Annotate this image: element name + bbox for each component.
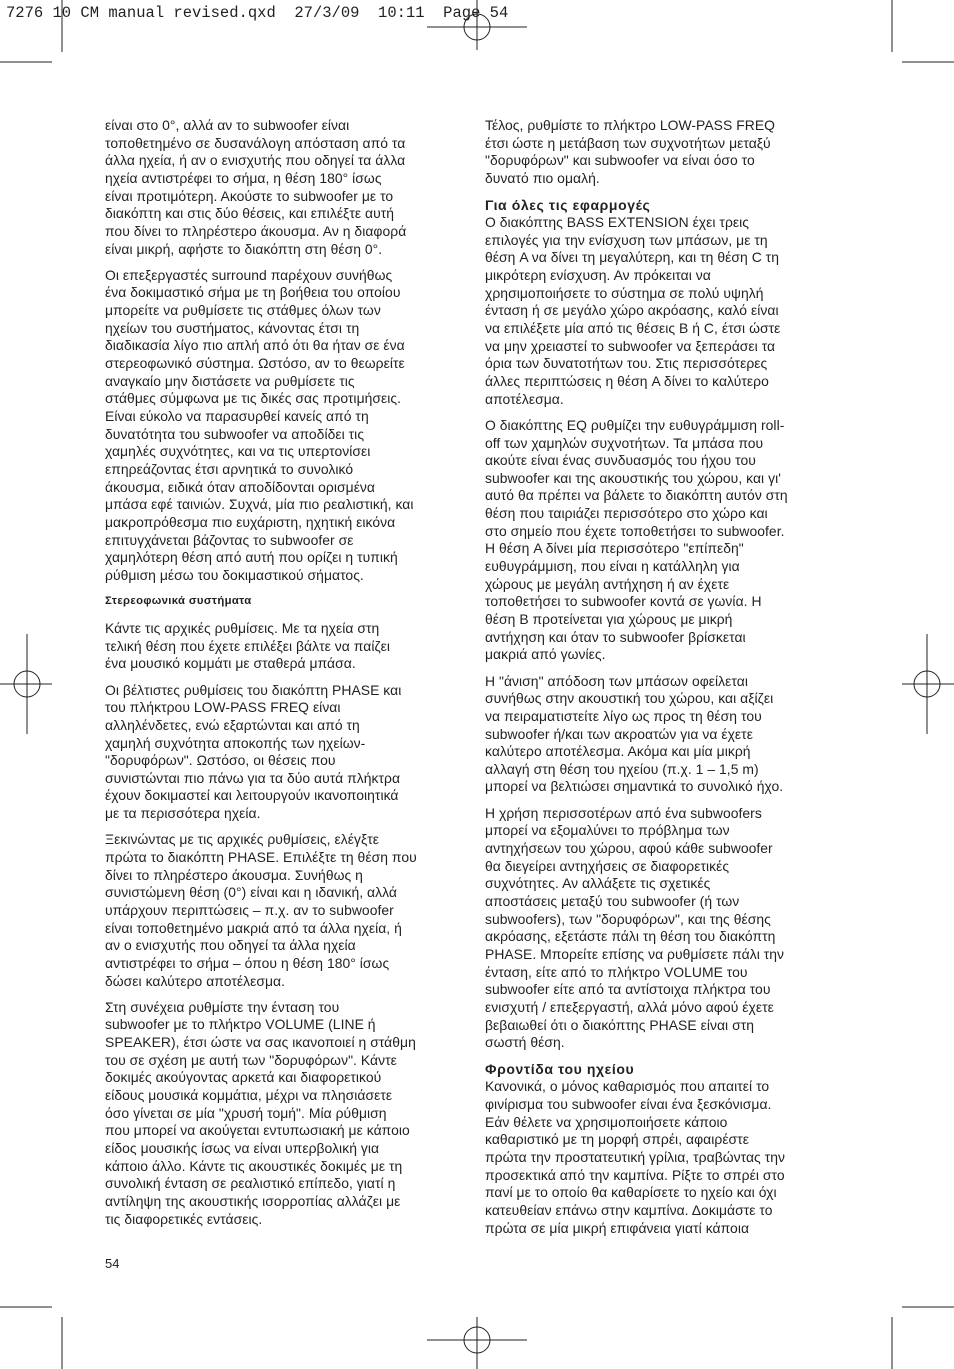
body-paragraph — [105, 267, 471, 585]
text-line: συνιστώνται πιο πάνω για τα δύο αυτά πλήκτρα — [105, 769, 401, 786]
text-line: προσεκτικά από την καμπίνα. Ρίξτε το σπρέι στο — [485, 1166, 785, 1183]
text-line: συνήθως στην ακουστική του χώρου, και αξίζει — [485, 690, 774, 707]
text-line: ένταση ή σε μεγάλο χώρο ακρόασης, καλό είναι — [485, 302, 779, 319]
text-line: να μην χρειαστεί το subwoofer να ξεπεράσει τα — [485, 337, 776, 354]
text-line: να επιλέξετε μία από τις θέσεις B ή C, έτσι ώστε — [485, 320, 781, 337]
text-line: ένταση, είτε από το πλήκτρο VOLUME του — [485, 963, 748, 980]
text-line: ευθυγράμμιση, που είναι η κατάλληλη για — [485, 558, 740, 575]
text-line: θέση που ταιριάζει περισσότερο στο χώρο και — [485, 505, 768, 522]
text-line: δυνατό πιο ομαλή. — [485, 169, 600, 186]
text-line: μπάσα εφέ ταινιών. Συχνά, μία πιο ρεαλιστική, και — [105, 496, 414, 513]
text-line: Κάντε τις αρχικές ρυθμίσεις. Με τα ηχεία στη — [105, 620, 380, 637]
body-paragraph — [105, 117, 471, 258]
text-line: Στη συνέχεια ρυθμίστε την ένταση του — [105, 998, 340, 1015]
text-line: μακροπρόθεσμα πιο ευχάριστη, ηχητική εικόνα — [105, 513, 396, 530]
body-paragraph — [485, 417, 851, 664]
text-line: καθαριστικό με τη μορφή σπρέι, αφαιρέστε — [485, 1131, 749, 1148]
text-line: μακριά από γωνίες. — [485, 646, 606, 663]
text-line: μπορεί να εξομαλύνει το πρόβλημα των — [485, 822, 730, 839]
text-line: δίνει το πληρέστερο άκουσμα. Συνήθως η — [105, 866, 363, 883]
text-line: πρώτα το διακόπτη PHASE. Επιλέξτε τη θέση που — [105, 848, 417, 865]
text-line: μπορείτε να ρυθμίσετε τις στάθμες όλων των — [105, 302, 381, 319]
section-heading: Φροντίδα του ηχείου — [485, 1061, 635, 1078]
text-line: χαμηλές συχνότητες, και να τις υπερτονίσει — [105, 443, 371, 460]
file-slug-line: 7276 10 CM manual revised.qxd 27/3/09 10:11 Page 54 — [6, 4, 509, 22]
text-line: να πειραματιστείτε λίγο ως προς τη θέση του — [485, 707, 762, 724]
text-line: σωστή θέση. — [485, 1034, 565, 1051]
text-line: είδος μουσικής ίσως να είναι υπερβολική για — [105, 1139, 380, 1156]
text-line: κάποιο άλλο. Κάντε τις ακουστικές δοκιμές με τη — [105, 1157, 403, 1174]
text-line: ένα δοκιμαστικό σήμα με τη βοήθεια του οποίου — [105, 284, 401, 301]
text-line: χαμηλή συχνότητα αποκοπής των ηχείων- — [105, 734, 366, 751]
text-line: φινίρισμα του subwoofer είναι ένα ξεσκόνισμα. — [485, 1095, 772, 1112]
text-line: υπάρχουν περιπτώσεις – π.χ. αν το subwoofer — [105, 901, 394, 918]
text-line: off των χαμηλών συχνοτήτων. Τα μπάσα που — [485, 434, 764, 451]
text-line: έτσι ώστε η μετάβαση των συχνοτήτων μεταξύ — [485, 134, 771, 151]
text-line: ηχείων του συστήματος, κάνοντας έτσι τη — [105, 319, 360, 336]
text-line: που δίνει το πληρέστερο άκουσμα. Αν η διαφορά — [105, 222, 407, 239]
text-line: SPEAKER), έτσι ώστε να σας ικανοποιεί η στάθμη — [105, 1034, 416, 1050]
text-line: όρια των δυνατοτήτων του. Στις περισσότερες — [485, 355, 768, 372]
crop-mark-bottom-left — [0, 1307, 62, 1369]
text-line: Οι βέλτιστες ρυθμίσεις του διακόπτη PHASE και — [105, 681, 402, 698]
text-line: πρώτα την προστατευτική γρίλια, τραβώντας την — [485, 1148, 786, 1165]
text-line: κατευθείαν επάνω στην καμπίνα. Δοκιμάστε το — [485, 1201, 773, 1218]
text-line: χαμηλότερη θέση από αυτή που ορίζει η τυπική — [105, 549, 398, 566]
text-line: που μπορεί να ακούγεται εντυπωσιακή με κάποιο — [105, 1122, 410, 1139]
text-line: ρύθμιση μέσω του δοκιμαστικού σήματος. — [105, 566, 364, 583]
page-number: 54 — [105, 1256, 120, 1271]
registration-mark-left — [0, 634, 52, 734]
text-line: θέση A να δίνει τη μεγαλύτερη, και τη θέση C τη — [485, 249, 779, 266]
text-line: αλληλένδετες, ενώ εξαρτώνται και από τη — [105, 716, 360, 733]
text-line: καλύτερο αποτέλεσμα. Ακόμα και μία μικρή — [485, 743, 751, 760]
text-line: αν ο ενισχυτής που οδηγεί τα άλλα ηχεία — [105, 937, 356, 954]
text-line: με τα περισσότερα ηχεία. — [105, 805, 261, 822]
text-line: Ο διακόπτης BASS EXTENSION έχει τρεις — [485, 214, 750, 231]
text-line: συνιστώμενη θέση (0°) είναι και η ιδανική, αλλά — [105, 884, 397, 901]
text-line: επηρεάζοντας έτσι αρνητικά το συνολικό — [105, 460, 354, 477]
text-line: έχουν δοκιμαστεί και λειτουργούν ικανοποιητικά — [105, 787, 399, 804]
body-paragraph — [105, 620, 471, 673]
text-line: Η χρήση περισσοτέρων από ένα subwoofers — [485, 804, 762, 821]
registration-mark-bottom — [427, 1317, 527, 1369]
text-line: χρησιμοποιήσετε το σύστημα σε πολύ υψηλή — [485, 284, 764, 301]
text-line: ένα μουσικό κομμάτι με σταθερά μπάσα. — [105, 655, 356, 672]
text-line: Η θέση A δίνει μία περισσότερο "επίπεδη" — [485, 540, 744, 557]
text-line: πανί με το οποίο θα καθαρίσετε το ηχείο και όχι — [485, 1184, 777, 1201]
text-line: επιτυγχάνεται βάζοντας το subwoofer σε — [105, 531, 354, 548]
text-line: είναι μικρή, αφήστε το διακόπτη στη θέση 0°. — [105, 240, 383, 257]
text-line: αλλαγή στη θέση του ηχείου (π.χ. 1 – 1,5 m) — [485, 760, 759, 777]
text-line: διακόπτη και στις δύο θέσεις, και επιλέξτε αυτή — [105, 205, 395, 222]
body-paragraph — [485, 673, 851, 797]
body-paragraph — [105, 999, 471, 1229]
text-line: στο σημείο που έχετε τοποθετήσει το subwoofer. — [485, 522, 785, 539]
text-line: θέση B προτείνεται για χώρους με μικρή — [485, 611, 733, 628]
body-paragraph — [485, 1078, 851, 1237]
text-line: άλλες περιπτώσεις η θέση A δίνει το καλύτερο — [485, 373, 769, 390]
text-line: PHASE. Μπορείτε επίσης να ρυθμίσετε πάλι την — [485, 945, 785, 962]
text-line: αντηχήσεων του χώρου, αφού κάθε subwoofer — [485, 839, 773, 856]
left-text-column — [105, 117, 471, 1237]
text-line: όσο γίνεται σε μία "χρυσή τομή". Μία ρύθμιση — [105, 1104, 387, 1121]
text-line: είναι τοποθετημένο μακριά από τα άλλα ηχεία, ή — [105, 919, 402, 936]
text-line: Είναι εύκολο να παρασυρθεί κανείς από τη — [105, 408, 369, 424]
text-line: τοποθετήσει το subwoofer κοντά σε γωνία. Η — [485, 593, 762, 610]
body-paragraph — [485, 214, 851, 408]
body-paragraph — [485, 117, 851, 188]
text-line: είναι στο 0°, αλλά αν το subwoofer είναι — [105, 117, 350, 133]
text-line: πρώτα σε μία μικρή επιφάνεια γιατί κάποια — [485, 1219, 750, 1236]
text-line: "δορυφόρων" και subwoofer να είναι όσο το — [485, 152, 755, 169]
text-line: συνολική ένταση σε ρεαλιστικό επίπεδο, γιατί η — [105, 1175, 396, 1192]
text-line: subwoofer ή/και των ακροατών για να έχετε — [485, 725, 753, 742]
text-line: αποτέλεσμα. — [485, 390, 564, 407]
text-line: μικρότερη ενίσχυση. Αν πρόκειται να — [485, 267, 711, 284]
text-line: τις διαφορετικές εντάσεις. — [105, 1210, 263, 1227]
right-text-column — [485, 117, 851, 1246]
text-line: αναγκαίο μην διστάσετε να ρυθμίσετε τις — [105, 372, 355, 389]
text-line: Τέλος, ρυθμίστε το πλήκτρο LOW-PASS FREQ — [485, 117, 775, 133]
text-line: συχνότητες. Αν αλλάξετε τις σχετικές — [485, 875, 711, 892]
text-line: Κανονικά, ο μόνος καθαρισμός που απαιτεί το — [485, 1078, 770, 1095]
text-line: subwoofer και της ακουστικής του χώρου, και γι' — [485, 469, 781, 486]
text-line: Η "άνιση" απόδοση των μπάσων οφείλεται — [485, 672, 748, 689]
registration-mark-right — [902, 634, 954, 734]
text-line: άκουσμα, ειδικά όταν αποδίδονται ορισμένα — [105, 478, 376, 495]
text-line: subwoofer με το πλήκτρο VOLUME (LINE ή — [105, 1016, 376, 1033]
text-line: Ξεκινώντας με τις αρχικές ρυθμίσεις, ελέγξτε — [105, 831, 379, 848]
text-line: αντιστρέφει το σήμα – όπου η θέση 180° ίσως — [105, 954, 390, 971]
text-line: Οι επεξεργαστές surround παρέχουν συνήθως — [105, 266, 393, 283]
text-line: αποστάσεις μεταξύ του subwoofer (ή των — [485, 892, 740, 909]
text-line: στερεοφωνικό σύστημα. Ωστόσο, αν το θεωρείτε — [105, 355, 405, 372]
text-line: τελική θέση που έχετε επιλέξει βάλτε να παίζει — [105, 637, 391, 654]
body-paragraph — [105, 831, 471, 990]
text-line: είναι προτιμότερη. Ακούστε το subwoofer με το — [105, 187, 394, 204]
text-line: επιλογές για την ενίσχυση των μπάσων, με τη — [485, 231, 768, 248]
text-line: ακρόασης, εξετάστε πάλι τη θέση του διακόπτη — [485, 928, 776, 945]
text-line: του πλήκτρου LOW-PASS FREQ είναι — [105, 699, 341, 716]
text-line: αντήχηση και όταν το subwoofer βρίσκεται — [485, 628, 746, 645]
text-line: είδους μουσικά κομμάτια, μέχρι να πλησιάσετε — [105, 1086, 393, 1103]
crop-mark-bottom-right — [892, 1307, 954, 1369]
text-line: subwoofers), των "δορυφόρων", και της θέσης — [485, 910, 771, 927]
section-heading: Για όλες τις εφαρμογές — [485, 197, 651, 214]
text-line: "δορυφόρων". Ωστόσο, οι θέσεις που — [105, 752, 336, 769]
body-paragraph — [105, 682, 471, 823]
body-paragraph — [485, 805, 851, 1052]
text-line: Ο διακόπτης EQ ρυθμίζει την ευθυγράμμιση roll- — [485, 416, 785, 433]
text-line: subwoofer είτε από τα αντίστοιχα πλήκτρα του — [485, 981, 771, 998]
subsection-heading: Στερεοφωνικά συστήματα — [105, 595, 252, 608]
text-line: βεβαιωθεί ότι ο διακόπτης PHASE είναι στη — [485, 1016, 755, 1033]
text-line: δώσει καλύτερο αποτέλεσμα. — [105, 972, 285, 989]
text-line: στάθμες σύμφωνα με τις δικές σας προτιμήσεις. — [105, 390, 402, 407]
text-line: του σε σχέση με αυτή των "δορυφόρων". Κάντε — [105, 1051, 397, 1068]
text-line: άλλα ηχεία, ή αν ο ενισχυτής που οδηγεί τα άλλα — [105, 152, 406, 169]
text-line: αυτό θα πρέπει να βάλετε το διακόπτη αυτόν στη — [485, 487, 788, 504]
text-line: θα διεγείρει αντηχήσεις σε διαφορετικές — [485, 857, 730, 874]
text-line: τοποθετημένο σε δυσανάλογη απόσταση από τα — [105, 134, 406, 151]
text-line: ακούτε είναι ένας συνδυασμός του ήχου του — [485, 452, 756, 469]
text-line: ενισχυτή / επεξεργαστή, αλλά μόνο αφού έχετε — [485, 998, 774, 1015]
text-line: ηχεία αντιστρέφει το σήμα, η θέση 180° ίσως — [105, 169, 382, 186]
text-line: Εάν θέλετε να χρησιμοποιήσετε κάποιο — [485, 1113, 728, 1130]
text-line: μπορεί να βελτιώσει σημαντικά το συνολικό ήχο. — [485, 778, 784, 795]
text-line: δοκιμές ακούγοντας αρκετά και διαφορετικού — [105, 1069, 382, 1086]
text-line: δυνατότητα του subwoofer να αποδίδει τις — [105, 425, 365, 442]
text-line: χώρους με μεγάλη αντήχηση ή αν έχετε — [485, 575, 730, 592]
text-line: αντίληψη της ακουστικής ισορροπίας αλλάζει με — [105, 1192, 401, 1209]
text-line: διαδικασία λίγο πιο απλή από ότι θα ήταν σε ένα — [105, 337, 405, 354]
crop-mark-top-right — [892, 0, 954, 62]
